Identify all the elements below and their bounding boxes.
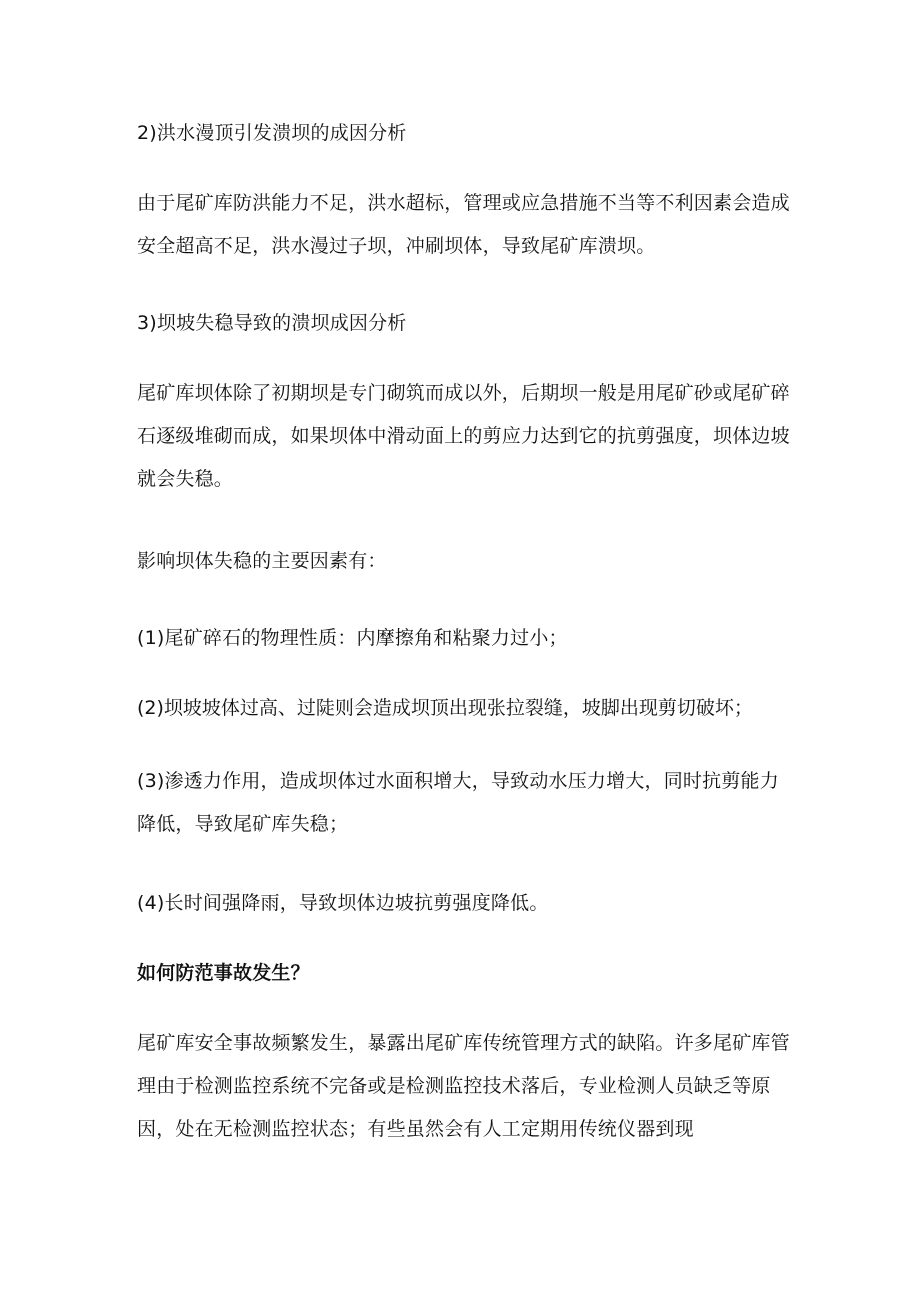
section-heading-prevention: 如何防范事故发生？	[137, 962, 310, 984]
list-item-1: (1)尾矿碎石的物理性质：内摩擦角和粘聚力过小；	[137, 627, 568, 649]
paragraph-dam-construction: 尾矿库坝体除了初期坝是专门砌筑而成以外，后期坝一般是用尾矿砂或尾矿碎石逐级堆砌而成，如果坝体中滑动面上的剪应力达到它的抗剪强度，坝体边坡就会失稳。	[137, 382, 790, 490]
paragraph-flood-cause: 由于尾矿库防洪能力不足，洪水超标，管理或应急措施不当等不利因素会造成安全超高不足，洪水漫过子坝，冲刷坝体，导致尾矿库溃坝。	[137, 192, 790, 257]
section-heading-slope-instability: 3)坝坡失稳导致的溃坝成因分析	[137, 312, 407, 334]
list-item-2: (2)坝坡坡体过高、过陡则会造成坝顶出现张拉裂缝，坡脚出现剪切破坏；	[137, 697, 753, 719]
list-item-4: (4)长时间强降雨，导致坝体边坡抗剪强度降低。	[137, 892, 549, 914]
section-heading-flood-overtopping: 2)洪水漫顶引发溃坝的成因分析	[137, 122, 407, 144]
list-item-3: (3)渗透力作用，造成坝体过水面积增大，导致动水压力增大，同时抗剪能力降低，导致尾矿库失稳；	[137, 770, 779, 835]
paragraph-prevention-intro: 尾矿库安全事故频繁发生，暴露出尾矿库传统管理方式的缺陷。许多尾矿库管理由于检测监控系统不完备或是检测监控技术落后，专业检测人员缺乏等原因，处在无检测监控状态；有些虽然会有人工定期用传统仪器到现	[137, 1032, 790, 1140]
paragraph-main-factors-intro: 影响坝体失稳的主要因素有：	[137, 550, 387, 572]
